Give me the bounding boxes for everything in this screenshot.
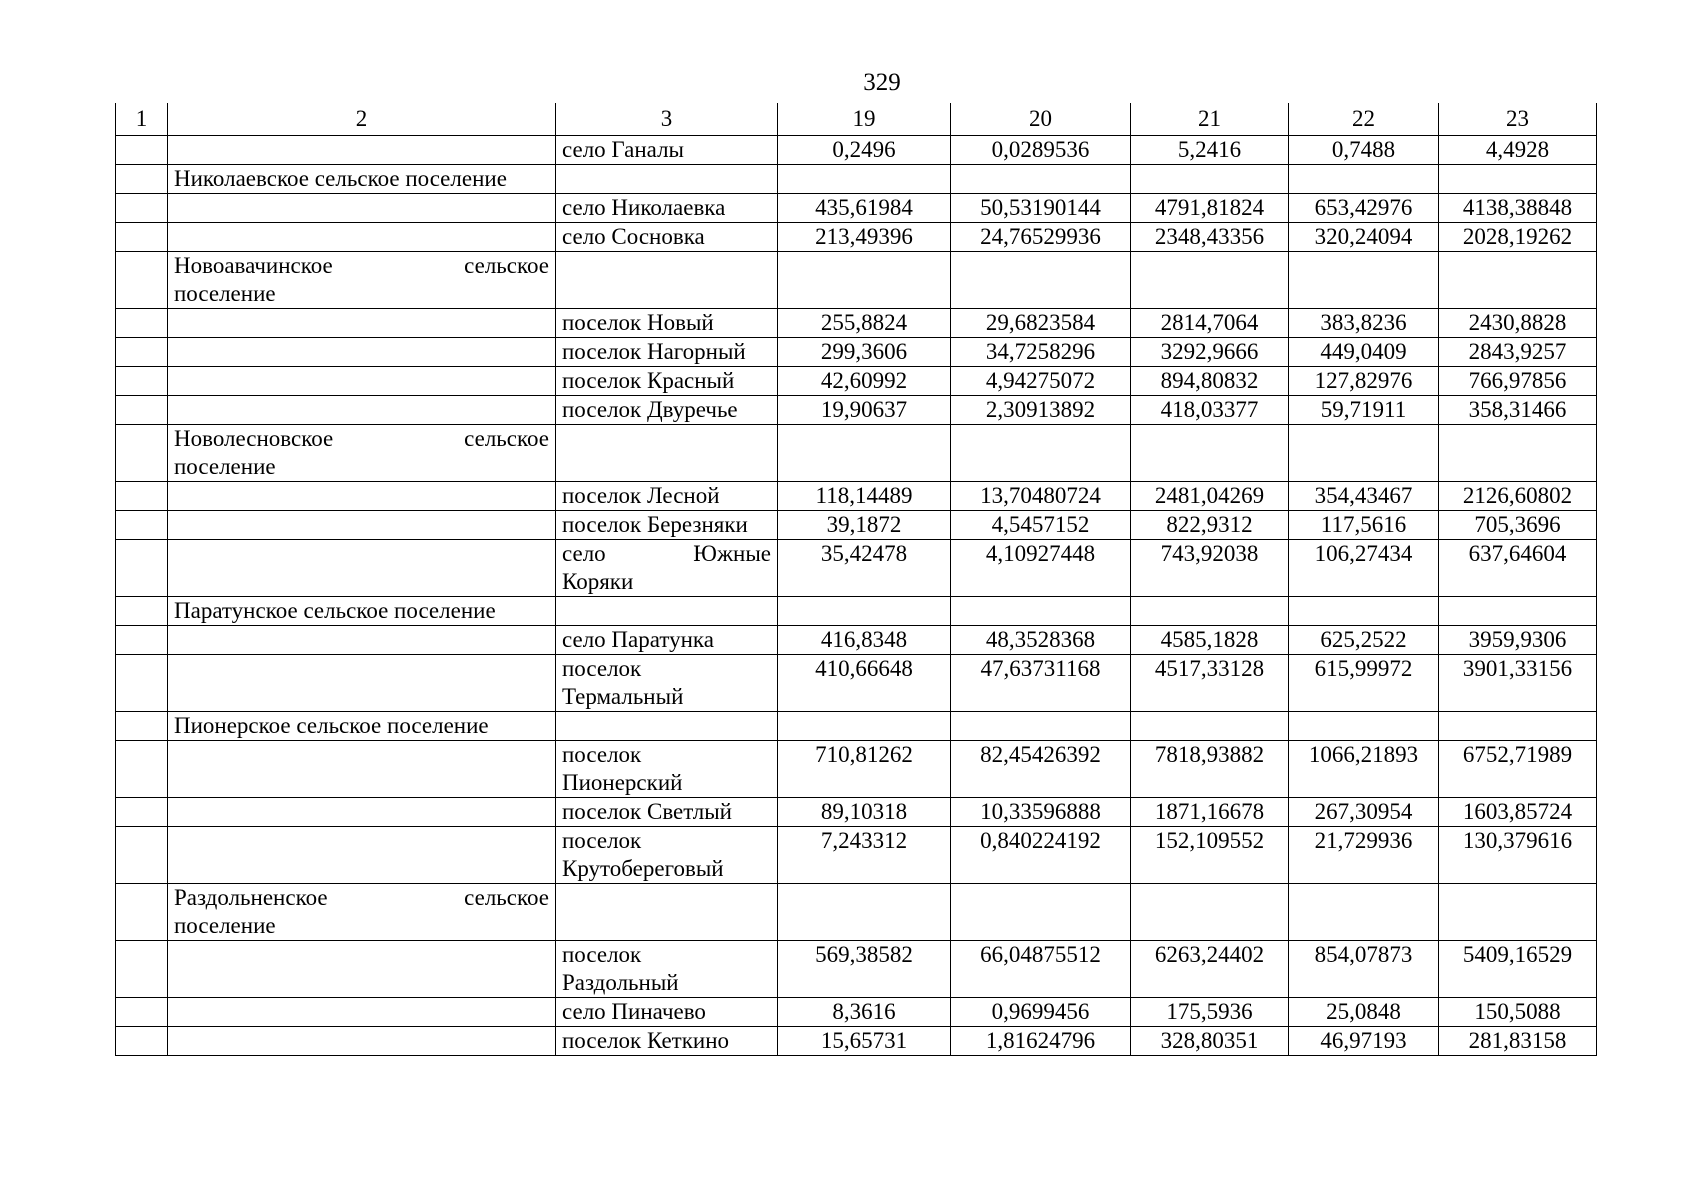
value-cell-22 bbox=[1289, 425, 1439, 482]
value-cell-19: 8,3616 bbox=[778, 998, 951, 1027]
value-cell-21: 4517,33128 bbox=[1131, 655, 1289, 712]
value-cell-19 bbox=[778, 712, 951, 741]
locality-name-cell: село Пиначево bbox=[556, 998, 778, 1027]
value-cell-22: 653,42976 bbox=[1289, 194, 1439, 223]
value-cell-23: 705,3696 bbox=[1439, 511, 1597, 540]
value-cell-20 bbox=[951, 597, 1131, 626]
value-cell-21: 328,80351 bbox=[1131, 1027, 1289, 1056]
value-cell-19: 35,42478 bbox=[778, 540, 951, 597]
locality-name-part: поселок bbox=[562, 742, 642, 767]
row-number-cell bbox=[116, 338, 168, 367]
value-cell-23: 150,5088 bbox=[1439, 998, 1597, 1027]
value-cell-23: 1603,85724 bbox=[1439, 798, 1597, 827]
value-cell-19: 15,65731 bbox=[778, 1027, 951, 1056]
table-row bbox=[116, 482, 1597, 511]
value-cell-19: 89,10318 bbox=[778, 798, 951, 827]
value-cell-19 bbox=[778, 165, 951, 194]
settlement-name-cell bbox=[168, 941, 556, 998]
locality-name-cell: поселок Двуречье bbox=[556, 396, 778, 425]
value-cell-20: 10,33596888 bbox=[951, 798, 1131, 827]
settlement-name-cell bbox=[168, 827, 556, 884]
value-cell-22: 46,97193 bbox=[1289, 1027, 1439, 1056]
table-row bbox=[116, 827, 1597, 884]
value-cell-21 bbox=[1131, 252, 1289, 309]
value-cell-19: 435,61984 bbox=[778, 194, 951, 223]
settlement-name-cell: Паратунское сельское поселение bbox=[168, 597, 556, 626]
table-row bbox=[116, 626, 1597, 655]
value-cell-20: 4,5457152 bbox=[951, 511, 1131, 540]
value-cell-21: 152,109552 bbox=[1131, 827, 1289, 884]
settlement-name-cell bbox=[168, 367, 556, 396]
value-cell-21: 894,80832 bbox=[1131, 367, 1289, 396]
value-cell-22: 383,8236 bbox=[1289, 309, 1439, 338]
value-cell-23: 3901,33156 bbox=[1439, 655, 1597, 712]
locality-name-part: Коряки bbox=[562, 569, 634, 594]
locality-name-part: Раздольный bbox=[562, 970, 679, 995]
value-cell-23: 637,64604 bbox=[1439, 540, 1597, 597]
locality-name-part: поселок bbox=[562, 656, 642, 681]
value-cell-19: 39,1872 bbox=[778, 511, 951, 540]
value-cell-21: 822,9312 bbox=[1131, 511, 1289, 540]
value-cell-21 bbox=[1131, 165, 1289, 194]
table-row bbox=[116, 741, 1597, 798]
value-cell-22: 1066,21893 bbox=[1289, 741, 1439, 798]
value-cell-19: 7,243312 bbox=[778, 827, 951, 884]
table-row bbox=[116, 941, 1597, 998]
table-row bbox=[116, 136, 1597, 165]
value-cell-19: 118,14489 bbox=[778, 482, 951, 511]
settlement-name-cell bbox=[168, 741, 556, 798]
row-number-cell bbox=[116, 998, 168, 1027]
value-cell-19: 0,2496 bbox=[778, 136, 951, 165]
settlement-name-cell bbox=[168, 798, 556, 827]
table-row bbox=[116, 511, 1597, 540]
locality-name-line bbox=[562, 540, 771, 568]
header-cell: 22 bbox=[1289, 103, 1439, 136]
locality-name-part: Термальный bbox=[562, 684, 684, 709]
locality-name-part: село bbox=[562, 541, 606, 566]
value-cell-19 bbox=[778, 884, 951, 941]
value-cell-21 bbox=[1131, 884, 1289, 941]
locality-name-line bbox=[562, 941, 771, 969]
table-row bbox=[116, 425, 1597, 482]
settlement-name-part: Новолесновское bbox=[174, 426, 334, 451]
value-cell-20 bbox=[951, 712, 1131, 741]
locality-name-cell: поселок Красный bbox=[556, 367, 778, 396]
value-cell-19: 410,66648 bbox=[778, 655, 951, 712]
settlement-name-part: Раздольненское bbox=[174, 885, 328, 910]
row-number-cell bbox=[116, 165, 168, 194]
locality-name-cell bbox=[556, 741, 778, 798]
settlement-name-cell bbox=[168, 482, 556, 511]
value-cell-21: 1871,16678 bbox=[1131, 798, 1289, 827]
row-number-cell bbox=[116, 712, 168, 741]
value-cell-19 bbox=[778, 597, 951, 626]
table-row bbox=[116, 367, 1597, 396]
value-cell-22 bbox=[1289, 884, 1439, 941]
locality-name-part: Крутобереговый bbox=[562, 856, 724, 881]
settlement-name-cell bbox=[168, 194, 556, 223]
value-cell-23: 3959,9306 bbox=[1439, 626, 1597, 655]
value-cell-20: 50,53190144 bbox=[951, 194, 1131, 223]
row-number-cell bbox=[116, 798, 168, 827]
row-number-cell bbox=[116, 425, 168, 482]
table-row bbox=[116, 194, 1597, 223]
table-row bbox=[116, 338, 1597, 367]
row-number-cell bbox=[116, 223, 168, 252]
value-cell-20 bbox=[951, 884, 1131, 941]
table-row bbox=[116, 712, 1597, 741]
table-row bbox=[116, 884, 1597, 941]
table-row bbox=[116, 252, 1597, 309]
locality-name-part: поселок bbox=[562, 942, 642, 967]
value-cell-20: 2,30913892 bbox=[951, 396, 1131, 425]
value-cell-19 bbox=[778, 425, 951, 482]
locality-name-cell bbox=[556, 165, 778, 194]
value-cell-19: 19,90637 bbox=[778, 396, 951, 425]
value-cell-22: 127,82976 bbox=[1289, 367, 1439, 396]
value-cell-20: 24,76529936 bbox=[951, 223, 1131, 252]
row-number-cell bbox=[116, 540, 168, 597]
value-cell-23: 2843,9257 bbox=[1439, 338, 1597, 367]
row-number-cell bbox=[116, 309, 168, 338]
value-cell-19: 213,49396 bbox=[778, 223, 951, 252]
settlement-name-cell bbox=[168, 655, 556, 712]
header-row bbox=[116, 103, 1597, 136]
value-cell-22: 854,07873 bbox=[1289, 941, 1439, 998]
row-number-cell bbox=[116, 626, 168, 655]
value-cell-20: 0,9699456 bbox=[951, 998, 1131, 1027]
value-cell-23: 358,31466 bbox=[1439, 396, 1597, 425]
row-number-cell bbox=[116, 396, 168, 425]
row-number-cell bbox=[116, 482, 168, 511]
value-cell-21 bbox=[1131, 425, 1289, 482]
settlement-name-cell bbox=[168, 338, 556, 367]
value-cell-22: 267,30954 bbox=[1289, 798, 1439, 827]
header-cell: 21 bbox=[1131, 103, 1289, 136]
value-cell-21 bbox=[1131, 597, 1289, 626]
row-number-cell bbox=[116, 597, 168, 626]
value-cell-20: 0,840224192 bbox=[951, 827, 1131, 884]
row-number-cell bbox=[116, 655, 168, 712]
locality-name-cell: поселок Новый bbox=[556, 309, 778, 338]
settlement-name-cell bbox=[168, 136, 556, 165]
value-cell-20: 66,04875512 bbox=[951, 941, 1131, 998]
value-cell-21: 7818,93882 bbox=[1131, 741, 1289, 798]
value-cell-20 bbox=[951, 252, 1131, 309]
settlement-name-cell bbox=[168, 884, 556, 941]
locality-name-cell: поселок Нагорный bbox=[556, 338, 778, 367]
locality-name-part: Пионерский bbox=[562, 770, 683, 795]
value-cell-23 bbox=[1439, 712, 1597, 741]
value-cell-20: 1,81624796 bbox=[951, 1027, 1131, 1056]
settlement-name-line bbox=[174, 252, 549, 280]
settlement-name-cell bbox=[168, 626, 556, 655]
value-cell-20: 48,3528368 bbox=[951, 626, 1131, 655]
page-number: 329 bbox=[863, 69, 901, 96]
value-cell-22: 59,71911 bbox=[1289, 396, 1439, 425]
value-cell-22: 615,99972 bbox=[1289, 655, 1439, 712]
value-cell-19: 299,3606 bbox=[778, 338, 951, 367]
header-cell: 2 bbox=[168, 103, 556, 136]
settlement-name-part: поселение bbox=[174, 454, 276, 479]
row-number-cell bbox=[116, 136, 168, 165]
value-cell-21: 175,5936 bbox=[1131, 998, 1289, 1027]
value-cell-21: 6263,24402 bbox=[1131, 941, 1289, 998]
settlement-name-cell bbox=[168, 223, 556, 252]
locality-name-cell: поселок Светлый bbox=[556, 798, 778, 827]
settlement-name-cell bbox=[168, 309, 556, 338]
table-row bbox=[116, 1027, 1597, 1056]
value-cell-20: 82,45426392 bbox=[951, 741, 1131, 798]
settlement-name-part: поселение bbox=[174, 281, 276, 306]
locality-name-cell bbox=[556, 252, 778, 309]
value-cell-22 bbox=[1289, 597, 1439, 626]
settlement-name-cell bbox=[168, 252, 556, 309]
value-cell-20: 4,94275072 bbox=[951, 367, 1131, 396]
settlement-name-cell bbox=[168, 396, 556, 425]
value-cell-22: 25,0848 bbox=[1289, 998, 1439, 1027]
value-cell-22: 320,24094 bbox=[1289, 223, 1439, 252]
value-cell-19 bbox=[778, 252, 951, 309]
settlement-name-line bbox=[174, 425, 549, 453]
value-cell-21: 5,2416 bbox=[1131, 136, 1289, 165]
table-row bbox=[116, 798, 1597, 827]
locality-name-line bbox=[562, 827, 771, 855]
value-cell-21: 4585,1828 bbox=[1131, 626, 1289, 655]
settlement-name-cell bbox=[168, 425, 556, 482]
value-cell-22: 21,729936 bbox=[1289, 827, 1439, 884]
value-cell-23: 2430,8828 bbox=[1439, 309, 1597, 338]
data-table bbox=[115, 103, 1597, 1056]
row-number-cell bbox=[116, 194, 168, 223]
value-cell-23 bbox=[1439, 597, 1597, 626]
settlement-name-cell bbox=[168, 1027, 556, 1056]
value-cell-20: 4,10927448 bbox=[951, 540, 1131, 597]
locality-name-cell: поселок Лесной bbox=[556, 482, 778, 511]
settlement-name-part: сельское bbox=[464, 253, 549, 278]
value-cell-19: 42,60992 bbox=[778, 367, 951, 396]
table-row bbox=[116, 223, 1597, 252]
locality-name-line bbox=[562, 655, 771, 683]
locality-name-cell bbox=[556, 884, 778, 941]
value-cell-20 bbox=[951, 165, 1131, 194]
value-cell-22 bbox=[1289, 252, 1439, 309]
value-cell-22: 106,27434 bbox=[1289, 540, 1439, 597]
locality-name-cell bbox=[556, 425, 778, 482]
header-cell: 23 bbox=[1439, 103, 1597, 136]
value-cell-21: 2348,43356 bbox=[1131, 223, 1289, 252]
settlement-name-cell bbox=[168, 540, 556, 597]
settlement-name-part: Новоавачинское bbox=[174, 253, 333, 278]
settlement-name-cell bbox=[168, 998, 556, 1027]
settlement-name-cell: Николаевское сельское поселение bbox=[168, 165, 556, 194]
locality-name-cell bbox=[556, 941, 778, 998]
row-number-cell bbox=[116, 827, 168, 884]
value-cell-23: 4,4928 bbox=[1439, 136, 1597, 165]
row-number-cell bbox=[116, 884, 168, 941]
table-row bbox=[116, 540, 1597, 597]
value-cell-23: 5409,16529 bbox=[1439, 941, 1597, 998]
value-cell-19: 569,38582 bbox=[778, 941, 951, 998]
locality-name-cell bbox=[556, 712, 778, 741]
row-number-cell bbox=[116, 367, 168, 396]
value-cell-21: 743,92038 bbox=[1131, 540, 1289, 597]
locality-name-cell: село Сосновка bbox=[556, 223, 778, 252]
header-cell: 1 bbox=[116, 103, 168, 136]
locality-name-cell: село Николаевка bbox=[556, 194, 778, 223]
table-row bbox=[116, 655, 1597, 712]
value-cell-22: 354,43467 bbox=[1289, 482, 1439, 511]
settlement-name-line bbox=[174, 884, 549, 912]
header-cell: 3 bbox=[556, 103, 778, 136]
value-cell-21: 2814,7064 bbox=[1131, 309, 1289, 338]
value-cell-23: 2126,60802 bbox=[1439, 482, 1597, 511]
table-row bbox=[116, 165, 1597, 194]
value-cell-23: 766,97856 bbox=[1439, 367, 1597, 396]
table-row bbox=[116, 309, 1597, 338]
value-cell-21: 3292,9666 bbox=[1131, 338, 1289, 367]
value-cell-20: 47,63731168 bbox=[951, 655, 1131, 712]
locality-name-cell: село Паратунка bbox=[556, 626, 778, 655]
value-cell-22: 449,0409 bbox=[1289, 338, 1439, 367]
locality-name-cell bbox=[556, 597, 778, 626]
value-cell-19: 416,8348 bbox=[778, 626, 951, 655]
row-number-cell bbox=[116, 741, 168, 798]
value-cell-23: 6752,71989 bbox=[1439, 741, 1597, 798]
value-cell-20: 13,70480724 bbox=[951, 482, 1131, 511]
value-cell-21: 418,03377 bbox=[1131, 396, 1289, 425]
locality-name-cell: поселок Кеткино bbox=[556, 1027, 778, 1056]
value-cell-22 bbox=[1289, 165, 1439, 194]
locality-name-cell bbox=[556, 540, 778, 597]
value-cell-22: 625,2522 bbox=[1289, 626, 1439, 655]
value-cell-19: 255,8824 bbox=[778, 309, 951, 338]
locality-name-part: Южные bbox=[693, 541, 771, 566]
locality-name-cell: поселок Березняки bbox=[556, 511, 778, 540]
value-cell-20: 29,6823584 bbox=[951, 309, 1131, 338]
value-cell-21: 4791,81824 bbox=[1131, 194, 1289, 223]
value-cell-22: 117,5616 bbox=[1289, 511, 1439, 540]
settlement-name-cell bbox=[168, 511, 556, 540]
value-cell-23: 281,83158 bbox=[1439, 1027, 1597, 1056]
row-number-cell bbox=[116, 252, 168, 309]
table-row bbox=[116, 597, 1597, 626]
settlement-name-part: сельское bbox=[464, 426, 549, 451]
value-cell-22: 0,7488 bbox=[1289, 136, 1439, 165]
value-cell-23: 4138,38848 bbox=[1439, 194, 1597, 223]
locality-name-cell: село Ганалы bbox=[556, 136, 778, 165]
locality-name-cell bbox=[556, 655, 778, 712]
value-cell-23: 130,379616 bbox=[1439, 827, 1597, 884]
value-cell-21 bbox=[1131, 712, 1289, 741]
locality-name-line bbox=[562, 741, 771, 769]
value-cell-19: 710,81262 bbox=[778, 741, 951, 798]
row-number-cell bbox=[116, 941, 168, 998]
value-cell-20: 0,0289536 bbox=[951, 136, 1131, 165]
value-cell-23 bbox=[1439, 425, 1597, 482]
value-cell-23: 2028,19262 bbox=[1439, 223, 1597, 252]
value-cell-20 bbox=[951, 425, 1131, 482]
value-cell-23 bbox=[1439, 252, 1597, 309]
table-row bbox=[116, 396, 1597, 425]
settlement-name-part: поселение bbox=[174, 913, 276, 938]
header-cell: 19 bbox=[778, 103, 951, 136]
row-number-cell bbox=[116, 511, 168, 540]
table-row bbox=[116, 998, 1597, 1027]
settlement-name-part: сельское bbox=[464, 885, 549, 910]
value-cell-23 bbox=[1439, 165, 1597, 194]
value-cell-23 bbox=[1439, 884, 1597, 941]
value-cell-20: 34,7258296 bbox=[951, 338, 1131, 367]
locality-name-cell bbox=[556, 827, 778, 884]
value-cell-22 bbox=[1289, 712, 1439, 741]
value-cell-21: 2481,04269 bbox=[1131, 482, 1289, 511]
settlement-name-cell: Пионерское сельское поселение bbox=[168, 712, 556, 741]
header-cell: 20 bbox=[951, 103, 1131, 136]
locality-name-part: поселок bbox=[562, 828, 642, 853]
row-number-cell bbox=[116, 1027, 168, 1056]
